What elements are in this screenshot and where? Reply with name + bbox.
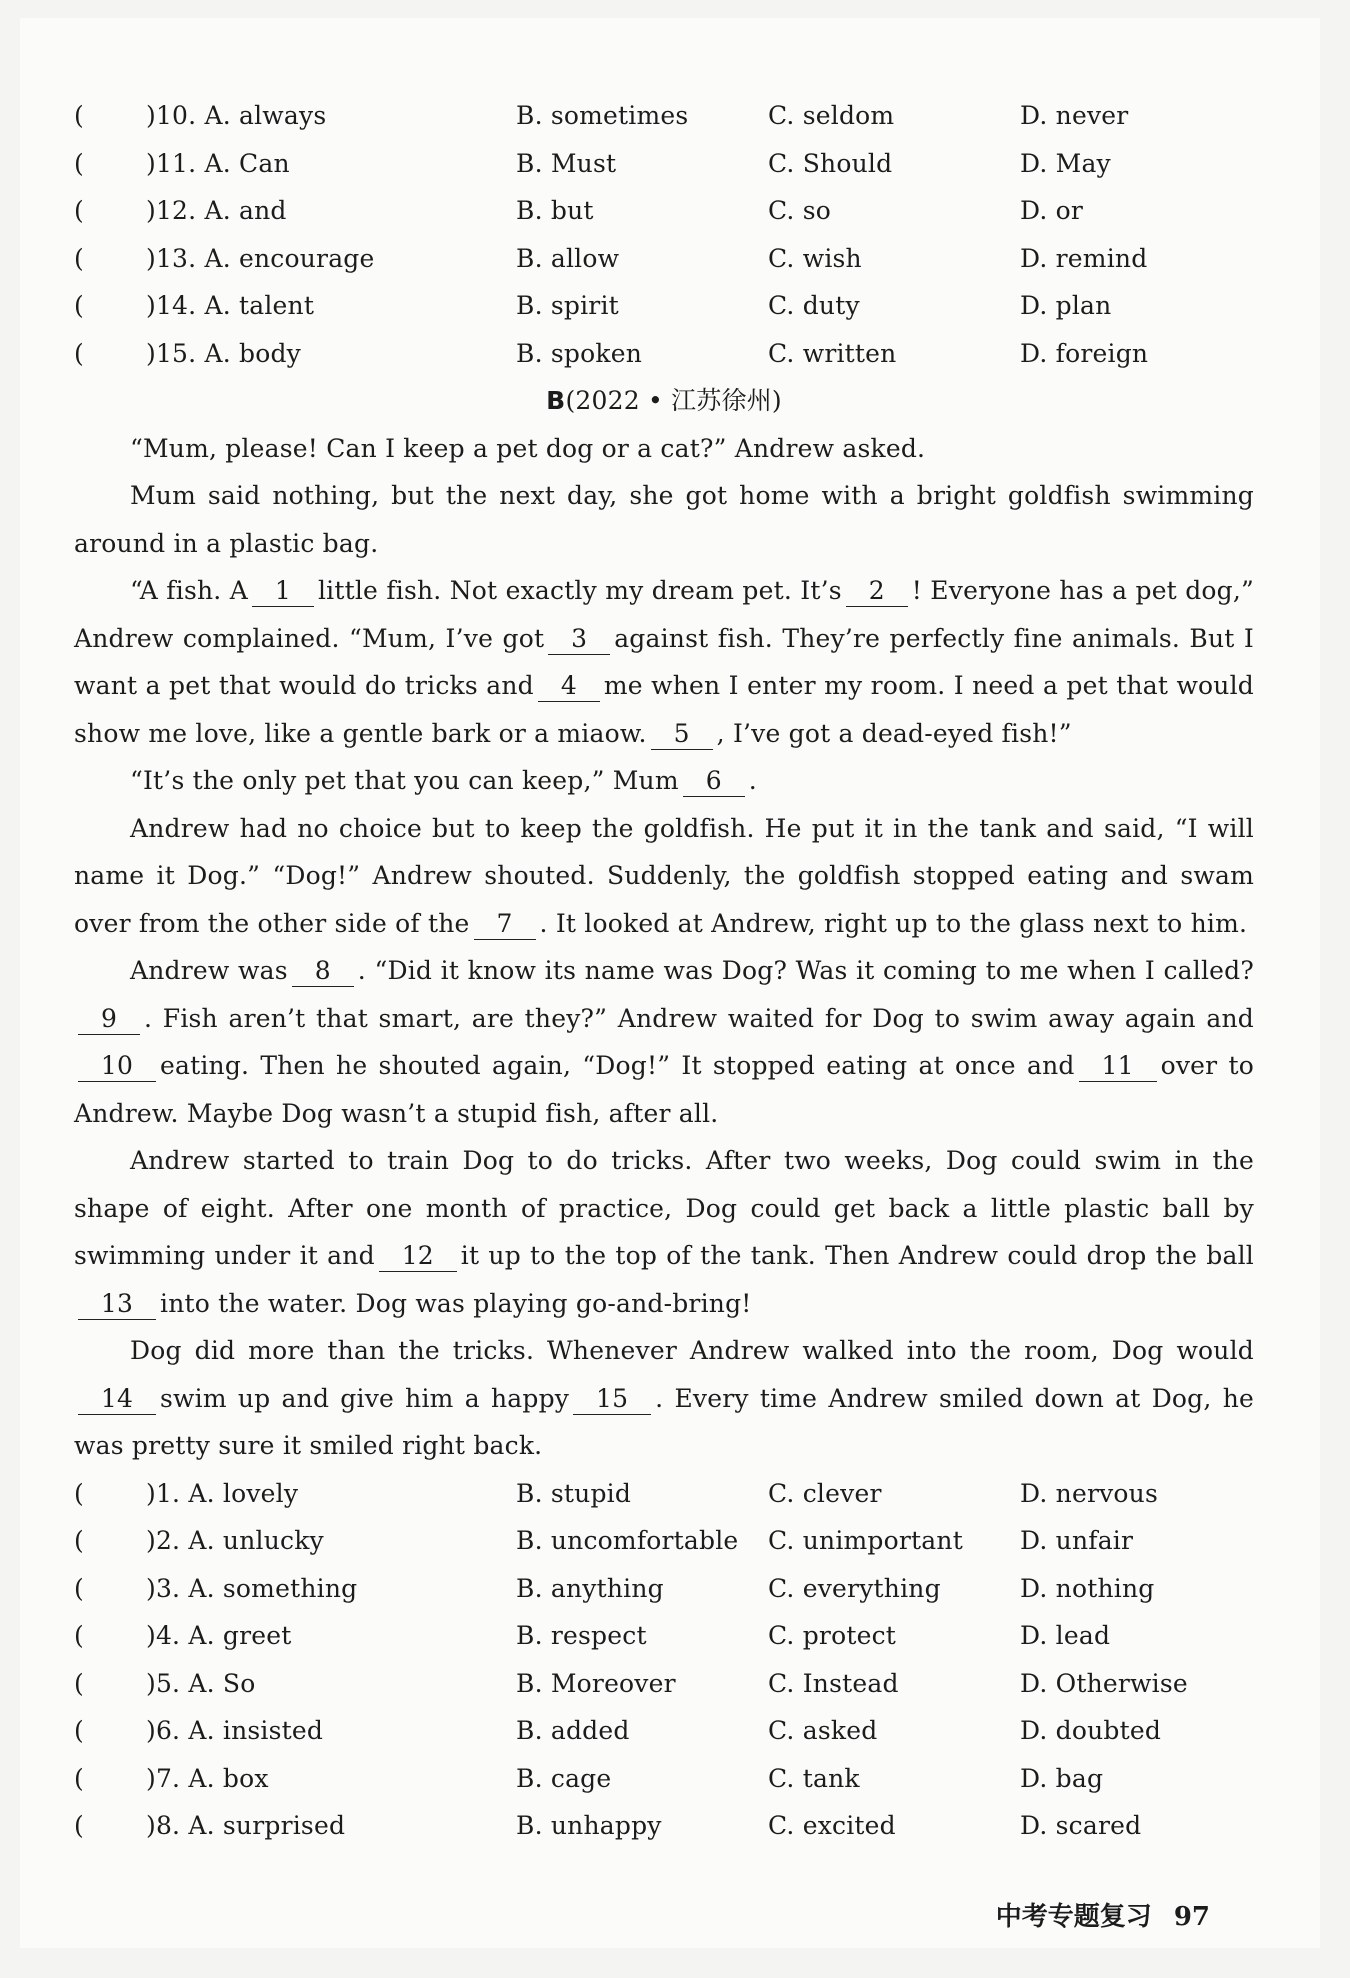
answer-paren[interactable]: (	[74, 338, 84, 368]
paragraph-text: over to Andrew. Maybe Dog wasn’t a stupid fish, after all.	[74, 1051, 1254, 1128]
question-row	[74, 1707, 1254, 1755]
option-d: D. unfair	[1020, 1526, 1134, 1556]
question-row	[74, 1755, 1254, 1803]
option-b: B. allow	[516, 243, 620, 273]
option-c: C. duty	[768, 291, 860, 321]
option-a: )7. A. box	[146, 1763, 269, 1793]
question-row	[74, 1517, 1254, 1565]
section-letter: B	[546, 386, 566, 415]
paragraph-text: Andrew was	[130, 956, 288, 985]
option-a: )5. A. So	[146, 1668, 256, 1698]
option-b: B. cage	[516, 1763, 612, 1793]
option-c: C. wish	[768, 243, 862, 273]
footer-label: 中考专题复习	[995, 1902, 1152, 1932]
blank-5[interactable]: 5	[651, 719, 713, 750]
paragraph-text: swim up and give him a happy	[160, 1383, 570, 1413]
paragraph-text: . Every time Andrew smiled down at Dog, he was pretty sure it smiled right back.	[74, 1383, 1254, 1460]
paragraph-text: , I’ve got a dead-eyed fish!”	[716, 718, 1072, 748]
blank-12[interactable]: 12	[379, 1241, 457, 1272]
section-source: (2022 • 江苏徐州)	[565, 386, 782, 415]
passage-paragraph	[74, 1327, 1254, 1470]
passage-paragraph	[74, 805, 1254, 948]
paragraph-text: . It looked at Andrew, right up to the glass next to him.	[539, 908, 1248, 938]
option-d: D. bag	[1020, 1763, 1104, 1793]
option-d: D. May	[1020, 148, 1111, 178]
paragraph-text: against fish. They’re perfectly fine animals. But I want a pet that would do tricks and	[74, 623, 1255, 700]
blank-15[interactable]: 15	[573, 1384, 651, 1415]
paragraph-text: . Fish aren’t that smart, are they?” Andrew waited for Dog to swim away again and	[144, 1003, 1254, 1033]
question-row	[74, 1612, 1254, 1660]
option-c: C. seldom	[768, 101, 895, 131]
section-heading	[74, 377, 1254, 425]
paragraph-text: ! Everyone has a pet dog,” Andrew complained. “Mum, I’ve got	[74, 576, 1255, 653]
answer-paren[interactable]: (	[74, 1763, 84, 1793]
page-number: 97	[1173, 1902, 1210, 1932]
option-a: )4. A. greet	[146, 1621, 292, 1651]
option-b: B. sometimes	[516, 101, 689, 131]
paragraph-text: Dog did more than the tricks. Whenever Andrew walked into the room, Dog would	[130, 1336, 1254, 1365]
option-b: B. respect	[516, 1621, 647, 1651]
option-c: C. tank	[768, 1763, 860, 1793]
answer-paren[interactable]: (	[74, 1478, 84, 1508]
question-row	[74, 92, 1254, 140]
paragraph-text: Mum said nothing, but the next day, she got home with a bright goldfish swimming around in a plastic bag.	[74, 481, 1254, 558]
question-row	[74, 1802, 1254, 1850]
blank-1[interactable]: 1	[252, 576, 314, 607]
option-d: D. foreign	[1020, 338, 1149, 368]
answer-paren[interactable]: (	[74, 243, 84, 273]
paragraph-text: it up to the top of the tank. Then Andrew could drop the ball	[460, 1241, 1255, 1270]
answer-paren[interactable]: (	[74, 101, 84, 131]
option-d: D. doubted	[1020, 1716, 1162, 1746]
blank-11[interactable]: 11	[1079, 1051, 1157, 1082]
paragraph-text: into the water. Dog was playing go-and-bring!	[160, 1288, 752, 1318]
option-d: D. scared	[1020, 1811, 1142, 1841]
blank-3[interactable]: 3	[548, 624, 610, 655]
blank-8[interactable]: 8	[292, 956, 354, 987]
answer-paren[interactable]: (	[74, 1668, 84, 1698]
option-a: )14. A. talent	[146, 291, 315, 321]
answer-paren[interactable]: (	[74, 1811, 84, 1841]
paragraph-text: me when I enter my room. I need a pet that would show me love, like a gentle bark or a miaow.	[74, 671, 1254, 748]
option-d: D. or	[1020, 196, 1084, 226]
question-list-top	[74, 92, 1254, 377]
option-a: )12. A. and	[146, 196, 287, 226]
option-a: )3. A. something	[146, 1573, 358, 1603]
option-d: D. plan	[1020, 291, 1112, 321]
paragraph-text: Andrew started to train Dog to do tricks. After two weeks, Dog could swim in the shape of eight. After one month of practice, Dog could get back a little plastic ball by swimming under it and	[74, 1146, 1254, 1270]
option-a: )1. A. lovely	[146, 1478, 299, 1508]
option-d: D. remind	[1020, 243, 1148, 273]
paragraph-text: . “Did it know its name was Dog? Was it coming to me when I called?	[357, 956, 1254, 985]
paragraph-text: .	[748, 766, 757, 795]
passage-paragraph	[74, 472, 1254, 567]
page-sheet	[20, 18, 1320, 1948]
blank-13[interactable]: 13	[78, 1289, 156, 1320]
option-c: C. everything	[768, 1573, 941, 1603]
paragraph-text: little fish. Not exactly my dream pet. It’s	[317, 576, 842, 605]
paragraph-text: eating. Then he shouted again, “Dog!” It stopped eating at once and	[160, 1051, 1075, 1080]
option-d: D. lead	[1020, 1621, 1111, 1651]
option-b: B. unhappy	[516, 1811, 662, 1841]
passage-paragraph	[74, 947, 1254, 1137]
passage-paragraph	[74, 757, 1254, 805]
question-row	[74, 1470, 1254, 1518]
question-row	[74, 1660, 1254, 1708]
question-row	[74, 1565, 1254, 1613]
page-footer	[996, 1896, 1210, 1933]
option-d: D. nothing	[1020, 1573, 1155, 1603]
option-a: )8. A. surprised	[146, 1811, 346, 1841]
option-d: D. Otherwise	[1020, 1668, 1188, 1698]
option-c: C. asked	[768, 1716, 878, 1746]
answer-paren[interactable]: (	[74, 1621, 84, 1651]
option-c: C. unimportant	[768, 1526, 963, 1556]
option-a: )15. A. body	[146, 338, 301, 368]
paragraph-text: “Mum, please! Can I keep a pet dog or a cat?” Andrew asked.	[130, 433, 926, 463]
option-a: )13. A. encourage	[146, 243, 375, 273]
option-b: B. but	[516, 196, 594, 226]
blank-2[interactable]: 2	[846, 576, 908, 607]
page-content	[74, 92, 1254, 1850]
option-c: C. protect	[768, 1621, 897, 1651]
option-c: C. so	[768, 196, 832, 226]
blank-7[interactable]: 7	[474, 909, 536, 940]
option-c: C. Instead	[768, 1668, 899, 1698]
blank-14[interactable]: 14	[78, 1384, 156, 1415]
option-b: B. spirit	[516, 291, 619, 321]
question-row	[74, 140, 1254, 188]
answer-paren[interactable]: (	[74, 291, 84, 321]
answer-paren[interactable]: (	[74, 196, 84, 226]
question-list-bottom	[74, 1470, 1254, 1850]
option-b: B. uncomfortable	[516, 1526, 739, 1556]
answer-paren[interactable]: (	[74, 1526, 84, 1556]
question-row	[74, 282, 1254, 330]
option-b: B. spoken	[516, 338, 642, 368]
passage	[74, 425, 1254, 1470]
option-a: )2. A. unlucky	[146, 1526, 324, 1556]
option-d: D. nervous	[1020, 1478, 1158, 1508]
answer-paren[interactable]: (	[74, 1573, 84, 1603]
blank-4[interactable]: 4	[538, 671, 600, 702]
paragraph-text: “A fish. A	[130, 576, 248, 605]
option-a: )10. A. always	[146, 101, 327, 131]
question-row	[74, 235, 1254, 283]
option-b: B. anything	[516, 1573, 664, 1603]
paragraph-text: “It’s the only pet that you can keep,” Mum	[130, 766, 679, 795]
passage-paragraph	[74, 1137, 1254, 1327]
question-row	[74, 330, 1254, 378]
option-c: C. excited	[768, 1811, 896, 1841]
passage-paragraph	[74, 567, 1254, 757]
passage-paragraph	[74, 425, 1254, 473]
option-c: C. written	[768, 338, 897, 368]
option-b: B. Must	[516, 148, 617, 178]
option-a: )11. A. Can	[146, 148, 290, 178]
paragraph-text: Andrew had no choice but to keep the goldfish. He put it in the tank and said, “I will name it Dog.” “Dog!” Andrew shouted. Suddenly, the goldfish stopped eating and swam over from the other side of the	[74, 813, 1254, 938]
blank-9[interactable]: 9	[78, 1004, 140, 1035]
option-b: B. Moreover	[516, 1668, 676, 1698]
option-d: D. never	[1020, 101, 1129, 131]
answer-paren[interactable]: (	[74, 1716, 84, 1746]
blank-6[interactable]: 6	[683, 766, 745, 797]
blank-10[interactable]: 10	[78, 1051, 156, 1082]
answer-paren[interactable]: (	[74, 148, 84, 178]
option-b: B. stupid	[516, 1478, 632, 1508]
option-c: C. Should	[768, 148, 893, 178]
option-b: B. added	[516, 1716, 630, 1746]
question-row	[74, 187, 1254, 235]
option-c: C. clever	[768, 1478, 882, 1508]
option-a: )6. A. insisted	[146, 1716, 324, 1746]
